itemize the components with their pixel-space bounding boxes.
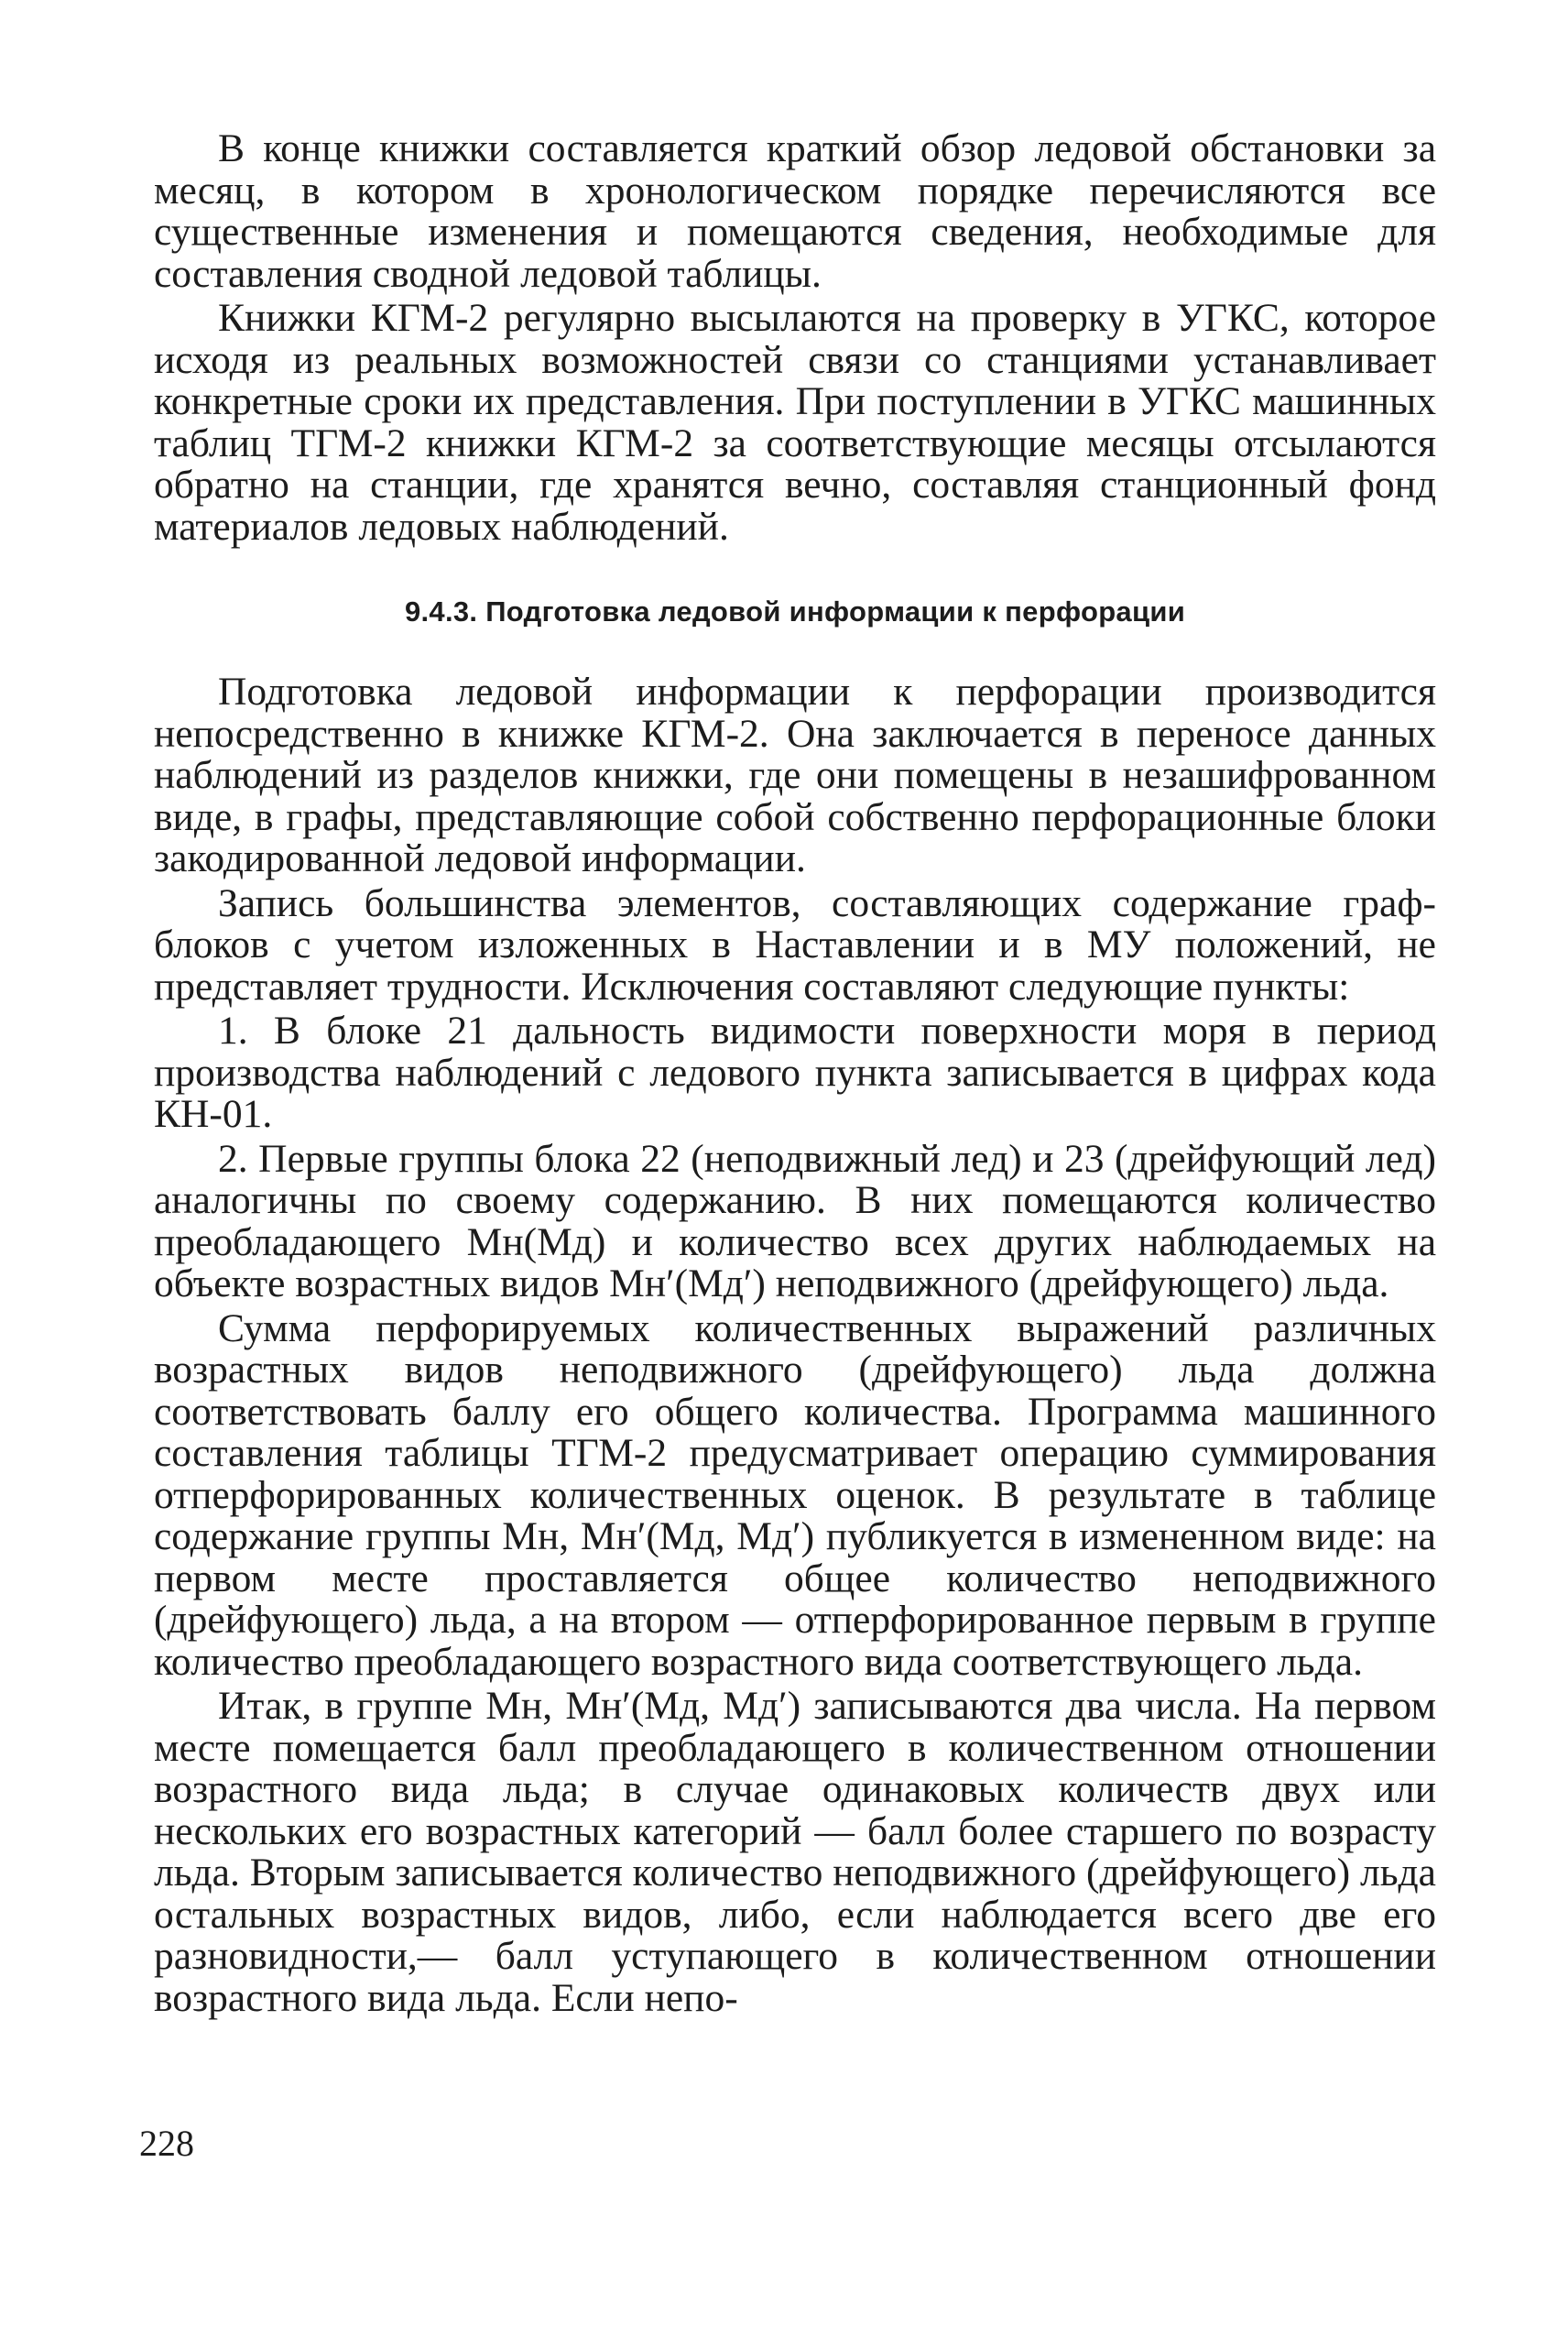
- page-body: [154, 128, 1436, 2022]
- paragraph: Итак, в группе Мн, Мн′(Мд, Мд′) записываются два числа. На первом месте помещается балл преобладающего в количественном отношении возрастного вида льда; в случае одинаковых количеств двух или нескольких его возрастных категорий — балл более старшего по возрасту льда. Вторым записывается количество неподвижного (дрейфующего) льда остальных возрастных видов, либо, если наблюдается всего две его разновидности,— балл уступающего в количественном отношении возрастного вида льда. Если непо-: [154, 1684, 1436, 2020]
- page-number: 228: [139, 2123, 194, 2164]
- list-item: 1. В блоке 21 дальность видимости поверхности моря в период производства наблюдений с ледового пункта записывается в цифрах кода КН-01.: [154, 1009, 1436, 1136]
- paragraph: Книжки КГМ-2 регулярно высылаются на проверку в УГКС, которое исходя из реальных возможностей связи со станциями устанавливает конкретные сроки их представления. При поступлении в УГКС машинных таблиц ТГМ-2 книжки КГМ-2 за соответствующие месяцы отсылаются обратно на станции, где хранятся вечно, составляя станционный фонд материалов ледовых наблюдений.: [154, 296, 1436, 549]
- paragraph: Сумма перфорируемых количественных выражений различных возрастных видов неподвижного (дрейфующего) льда должна соответствовать баллу его общего количества. Программа машинного составления таблицы ТГМ-2 предусматривает операцию суммирования отперфорированных количественных оценок. В результате в таблице содержание группы Мн, Мн′(Мд, Мд′) публикуется в измененном виде: на первом месте проставляется общее количество неподвижного (дрейфующего) льда, а на втором — отперфорированное первым в группе количество преобладающего возрастного вида соответствующего льда.: [154, 1305, 1436, 1684]
- list-item: 2. Первые группы блока 22 (неподвижный лед) и 23 (дрейфующий лед) аналогичны по своему содержанию. В них помещаются количество преобладающего Мн(Мд) и количество всех других наблюдаемых на объекте возрастных видов Мн′(Мд′) неподвижного (дрейфующего) льда.: [154, 1136, 1436, 1305]
- section-heading: 9.4.3. Подготовка ледовой информации к перфорации: [404, 595, 1186, 628]
- paragraph: Подготовка ледовой информации к перфорации производится непосредственно в книжке КГМ-2. Она заключается в переносе данных наблюдений из разделов книжки, где они помещены в незашифрованном виде, в графы, представляющие собой собственно перфорационные блоки закодированной ледовой информации.: [154, 670, 1436, 880]
- paragraph: Запись большинства элементов, составляющих содержание граф-блоков с учетом изложенных в Наставлении и в МУ положений, не представляет трудности. Исключения составляют следующие пункты:: [154, 880, 1436, 1009]
- paragraph: В конце книжки составляется краткий обзор ледовой обстановки за месяц, в котором в хронологическом порядке перечисляются все существенные изменения и помещаются сведения, необходимые для составления сводной ледовой таблицы.: [154, 126, 1436, 296]
